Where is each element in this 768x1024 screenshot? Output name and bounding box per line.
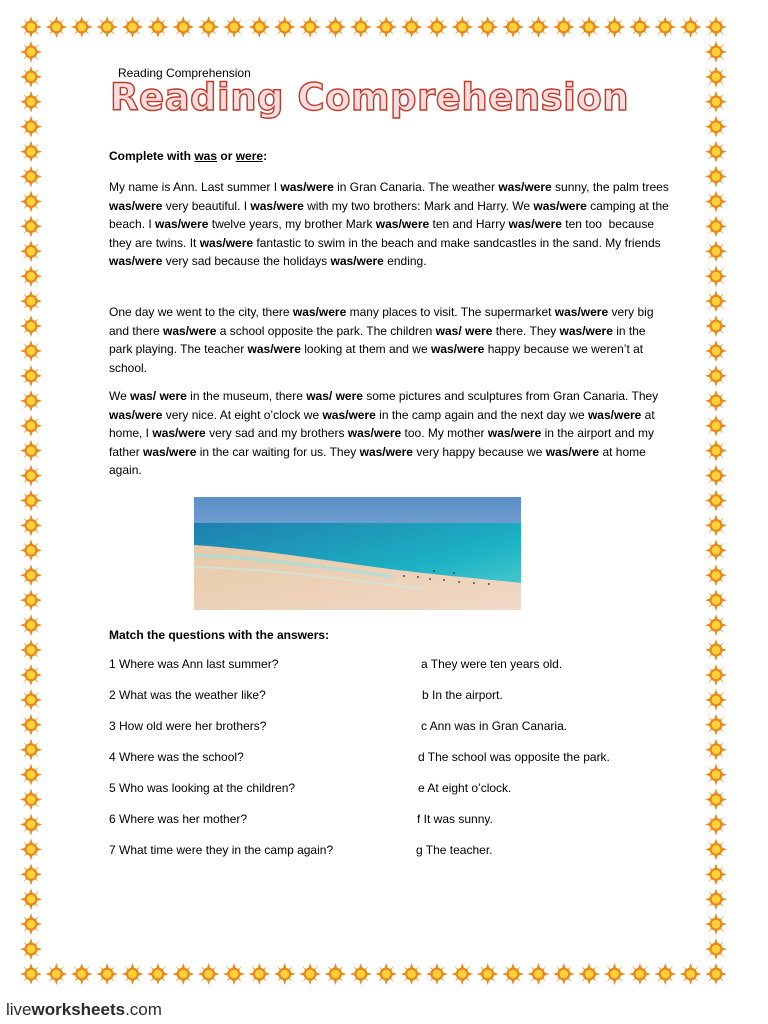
sun-icon (198, 16, 220, 38)
sun-icon (20, 963, 42, 985)
sun-icon (20, 539, 42, 561)
sun-icon (477, 16, 499, 38)
sun-icon (20, 91, 42, 113)
sun-icon (20, 365, 42, 387)
page-title: Reading Comprehension (110, 76, 630, 119)
paragraph-1: My name is Ann. Last summer I was/were in Gran Canaria. The weather was/were sunny, the palm trees was/were very beautiful. I was/were with my two brothers: Mark and Harry. We was/were camping at the beach. I was/were twelve years, my brother Mark was/were ten and Harry was/were ten too because they are twins. It was/were fantastic to swim in the beach and make sandcastles in the sand. My friends was/were very sad because the holidays was/were ending. (109, 180, 669, 268)
sun-icon (20, 838, 42, 860)
sun-icon (172, 16, 194, 38)
sun-icon (578, 16, 600, 38)
instruction-word-were: were (235, 149, 264, 163)
sun-icon (71, 963, 93, 985)
sun-icon (20, 190, 42, 212)
sun-icon (350, 963, 372, 985)
sun-icon (299, 963, 321, 985)
sun-icon (324, 963, 346, 985)
sun-icon (20, 41, 42, 63)
sun-icon (20, 888, 42, 910)
sun-icon (20, 938, 42, 960)
sun-icon (121, 16, 143, 38)
sun-icon (20, 913, 42, 935)
sun-icon (20, 16, 42, 38)
question-1: 1 Where was Ann last summer? (109, 657, 279, 671)
sun-icon (20, 514, 42, 536)
sun-icon (680, 16, 702, 38)
sun-icon (654, 16, 676, 38)
sun-icon (45, 16, 67, 38)
worksheet-page (60, 60, 710, 960)
answer-a: a They were ten years old. (421, 657, 563, 671)
question-3: 3 How old were her brothers? (109, 719, 267, 733)
sun-icon (451, 16, 473, 38)
sun-icon (20, 465, 42, 487)
beach-photo (194, 497, 521, 610)
sun-icon (629, 963, 651, 985)
sun-icon (20, 265, 42, 287)
sun-icon (274, 16, 296, 38)
sun-icon (147, 963, 169, 985)
sun-icon (375, 963, 397, 985)
sun-icon (248, 963, 270, 985)
sun-icon (71, 16, 93, 38)
logo-com: .com (125, 1000, 162, 1019)
sun-icon (20, 764, 42, 786)
sun-icon (578, 963, 600, 985)
sun-icon (477, 963, 499, 985)
sun-icon (20, 589, 42, 611)
sun-icon (20, 290, 42, 312)
sun-icon (629, 16, 651, 38)
answer-e: e At eight o’clock. (418, 781, 512, 795)
question-6: 6 Where was her mother? (109, 812, 248, 826)
sun-icon (20, 340, 42, 362)
instruction-mid: or (217, 149, 236, 163)
sun-icon (426, 16, 448, 38)
sun-icon (96, 16, 118, 38)
sun-icon (553, 963, 575, 985)
question-4: 4 Where was the school? (109, 750, 244, 764)
answer-g: g The teacher. (416, 843, 493, 857)
sun-icon (401, 16, 423, 38)
sun-icon (20, 639, 42, 661)
sun-icon (350, 16, 372, 38)
sun-icon (553, 16, 575, 38)
logo-live: live (6, 1000, 32, 1019)
sun-icon (147, 16, 169, 38)
sun-icon (20, 315, 42, 337)
sun-icon (223, 963, 245, 985)
sun-icon (20, 166, 42, 188)
instruction (109, 149, 267, 163)
sun-icon (299, 16, 321, 38)
sun-icon (20, 739, 42, 761)
sun-icon (20, 240, 42, 262)
sun-icon (401, 963, 423, 985)
sun-icon (274, 963, 296, 985)
answer-f: f It was sunny. (417, 812, 493, 826)
sun-icon (20, 664, 42, 686)
sun-icon (527, 963, 549, 985)
sun-icon (20, 390, 42, 412)
sun-icon (172, 963, 194, 985)
sun-icon (604, 963, 626, 985)
sun-icon (20, 813, 42, 835)
sun-icon (198, 963, 220, 985)
instruction-suffix: : (263, 149, 268, 163)
sun-icon (20, 614, 42, 636)
logo-worksheets: worksheets (31, 1000, 126, 1019)
sun-icon (20, 66, 42, 88)
instruction-prefix: Complete with (109, 149, 195, 163)
small-title: Reading Comprehension (118, 66, 251, 80)
sun-icon (20, 490, 42, 512)
sun-icon (20, 689, 42, 711)
sun-icon (20, 116, 42, 138)
answer-b: b In the airport. (422, 688, 503, 702)
sun-icon (604, 16, 626, 38)
paragraph-3: We was/ were in the museum, there was/ were some pictures and sculptures from Gran Canaria. They was/were very nice. At eight o’clock we was/were in the camp again and the next day we was/were at home, I was/were very sad and my brothers was/were too. My mother was/were in the airport and my father was/were in the car waiting for us. They was/were very happy because we was/were at home again. (109, 389, 659, 477)
instruction-word-was: was (194, 149, 218, 163)
question-7: 7 What time were they in the camp again? (109, 843, 334, 857)
sun-icon (248, 16, 270, 38)
question-2: 2 What was the weather like? (109, 688, 266, 702)
sun-icon (121, 963, 143, 985)
sun-icon (20, 789, 42, 811)
sun-icon (20, 141, 42, 163)
sun-icon (20, 440, 42, 462)
sun-icon (502, 16, 524, 38)
sun-icon (45, 963, 67, 985)
sun-icon (20, 215, 42, 237)
answer-d: d The school was opposite the park. (418, 750, 610, 764)
question-5: 5 Who was looking at the children? (109, 781, 296, 795)
sun-icon (324, 16, 346, 38)
sun-icon (502, 963, 524, 985)
sun-icon (654, 963, 676, 985)
sun-icon (705, 16, 727, 38)
sun-icon (20, 863, 42, 885)
sun-icon (20, 415, 42, 437)
sun-icon (527, 16, 549, 38)
sun-icon (705, 963, 727, 985)
sun-icon (680, 963, 702, 985)
sun-icon (20, 714, 42, 736)
match-title: Match the questions with the answers: (109, 628, 330, 642)
sun-icon (375, 16, 397, 38)
answer-c: c Ann was in Gran Canaria. (421, 719, 568, 733)
sun-icon (20, 564, 42, 586)
sun-icon (223, 16, 245, 38)
sun-icon (451, 963, 473, 985)
paragraph-2: One day we went to the city, there was/were many places to visit. The supermarket was/were very big and there was/were a school opposite the park. The children was/ were there. They was/were in the park playing. The teacher was/were looking at them and we was/were happy because we weren’t at school. (109, 305, 654, 375)
sun-icon (96, 963, 118, 985)
liveworksheets-logo[interactable] (6, 1000, 162, 1020)
sun-icon (426, 963, 448, 985)
